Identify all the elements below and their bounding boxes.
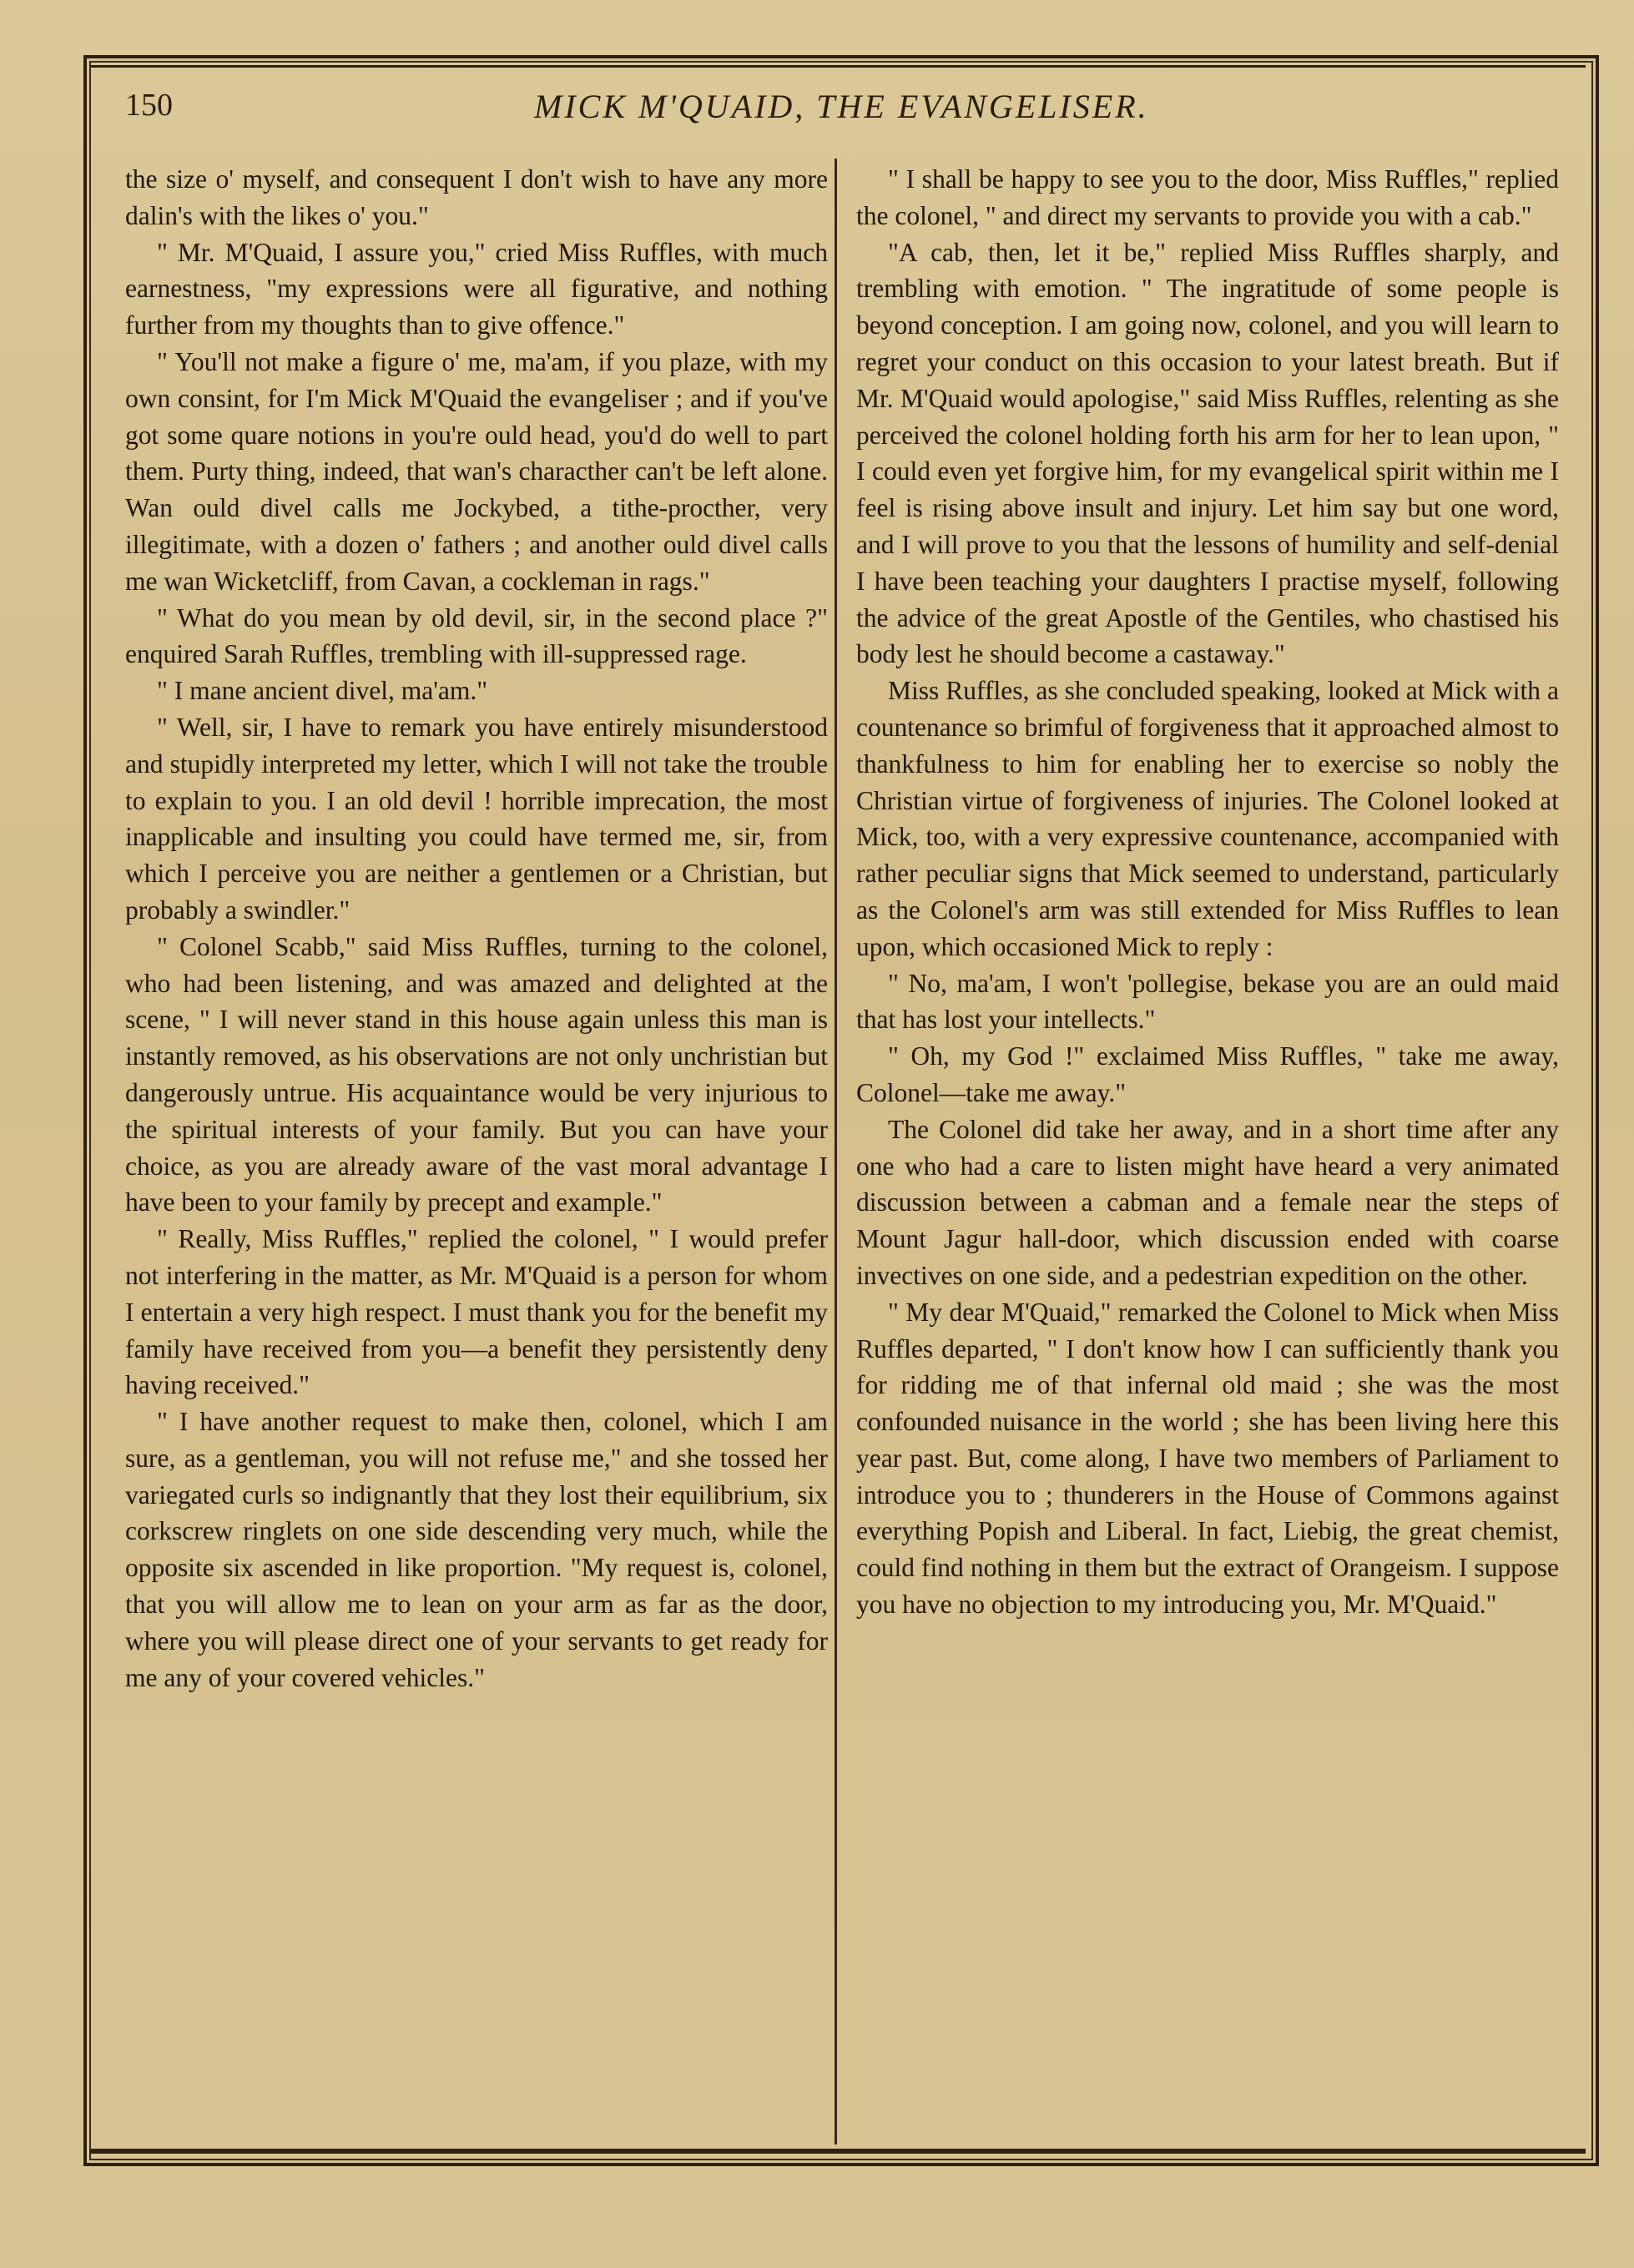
page-number: 150 (125, 88, 173, 123)
top-rule (90, 65, 1586, 68)
paragraph: " I shall be happy to see you to the door, Miss Ruffles," replied the colonel, " and direct my servants to provide you with a cab." (856, 164, 1559, 230)
paragraph: " Oh, my God !" exclaimed Miss Ruffles, " take me away, Colonel—take me away." (856, 1041, 1559, 1107)
paragraph: " My dear M'Quaid," remarked the Colonel to Mick when Miss Ruffles departed, " I don't know how I can sufficiently thank you for ridding me of that infernal old maid ; she was the most confounded nuisance in the world ; she has been living here this year past. But, come along, I have two members of Parliament to introduce you to ; thunderers in the House of Commons against everything Popish and Liberal. In fact, Liebig, the great chemist, could find nothing in them but the extract of Orangeism. I suppose you have no objection to my introducing you, Mr. M'Quaid." (856, 1297, 1559, 1620)
paragraph: " Well, sir, I have to remark you have entirely misunderstood and stupidly interpreted my letter, which I will not take the trouble to explain to you. I an old devil ! horrible imprecation, the most inapplicable and insulting you could have termed me, sir, from which I perceive you are neither a gentlemen or a Christian, but probably a swindler." (125, 712, 828, 925)
paragraph: "A cab, then, let it be," replied Miss Ruffles sharply, and trembling with emotion. " The ingratitude of some people is beyond conception. I am going now, colonel, and you will learn to regret your conduct on this occasion to your latest breath. But if Mr. M'Quaid would apologise," said Miss Ruffles, relenting as she perceived the colonel holding forth his arm for her to lean upon, " I could even yet forgive him, for my evangelical spirit within me I feel is rising above insult and injury. Let him say but one word, and I will prove to you that the lessons of humility and self-denial I have been teaching your daughters I practise myself, following the advice of the great Apostle of the Gentiles, who chastised his body lest he should become a castaway." (856, 237, 1559, 669)
paragraph: " Colonel Scabb," said Miss Ruffles, turning to the colonel, who had been listening, and was amazed and delighted at the scene, " I will never stand in this house again unless this man is instantly removed, as his observations are not only unchristian but dangerously untrue. His acquaintance would be very injurious to the spiritual interests of your family. But you can have your choice, as you are already aware of the vast moral advantage I have been to your family by precept and example." (125, 931, 828, 1217)
paragraph: the size o' myself, and consequent I don't wish to have any more dalin's with the likes o' you." (125, 164, 828, 230)
left-column (125, 161, 828, 1696)
paragraph: Miss Ruffles, as she concluded speaking, looked at Mick with a countenance so brimful of forgiveness that it approached almost to thankfulness to him for enabling her to exercise so nobly the Christian virtue of forgiveness of injuries. The Colonel looked at Mick, too, with a very expressive countenance, accompanied with rather peculiar signs that Mick seemed to understand, particularly as the Colonel's arm was still extended for Miss Ruffles to lean upon, which occasioned Mick to reply : (856, 676, 1559, 961)
right-column (856, 161, 1559, 1623)
paragraph: " What do you mean by old devil, sir, in the second place ?" enquired Sarah Ruffles, trembling with ill-suppressed rage. (125, 602, 828, 669)
paragraph: The Colonel did take her away, and in a short time after any one who had a care to listen might have heard a very animated discussion between a cabman and a female near the steps of Mount Jagur hall-door, which discussion ended with coarse invectives on one side, and a pedestrian expedition on the other. (856, 1114, 1559, 1290)
bottom-rule (90, 2149, 1586, 2154)
paragraph: " I mane ancient divel, ma'am." (157, 676, 488, 706)
running-title: MICK M'QUAID, THE EVANGELISER. (534, 88, 1149, 125)
column-divider (835, 159, 837, 2145)
paragraph: " I have another request to make then, colonel, which I am sure, as a gentleman, you will not refuse me," and she tossed her variegated curls so indignantly that they lost their equilibrium, six corkscrew ringlets on one side descending very much, while the opposite six ascended in like proportion. "My request is, colonel, that you will allow me to lean on your arm as far as the door, where you will please direct one of your servants to get ready for me any of your covered vehicles." (125, 1407, 828, 1692)
paragraph: " Mr. M'Quaid, I assure you," cried Miss Ruffles, with much earnestness, "my expressions were all figurative, and nothing further from my thoughts than to give offence." (125, 237, 828, 340)
page-header (125, 87, 1544, 145)
paragraph: " You'll not make a figure o' me, ma'am, if you plaze, with my own consint, for I'm Mick M'Quaid the evangeliser ; and if you've got some quare notions in you're ould head, you'd do well to part them. Purty thing, indeed, that wan's characther can't be left alone. Wan ould divel calls me Jockybed, a tithe-procther, very illegitimate, with a dozen o' fathers ; and another ould divel calls me wan Wicketcliff, from Cavan, a cockleman in rags." (125, 346, 828, 596)
paragraph: " No, ma'am, I won't 'pollegise, bekase you are an ould maid that has lost your intellects." (856, 968, 1559, 1035)
paragraph: " Really, Miss Ruffles," replied the colonel, " I would prefer not interfering in the matter, as Mr. M'Quaid is a person for whom I entertain a very high respect. I must thank you for the benefit my family have received from you—a benefit they persistently deny having received." (125, 1224, 828, 1400)
